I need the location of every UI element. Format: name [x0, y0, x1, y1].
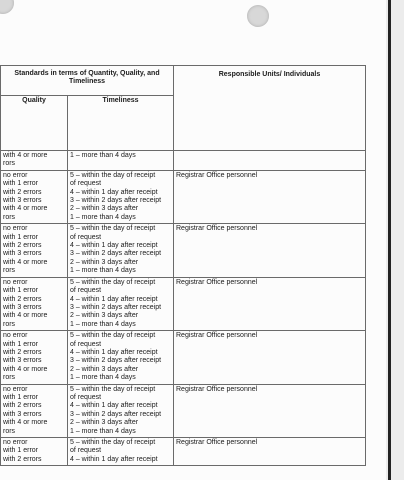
- timeliness-cell: [68, 438, 174, 466]
- quality-line: with 2 errors: [3, 188, 42, 196]
- page-edge: [386, 0, 404, 480]
- timeliness-line: 4 – within 1 day after receipt: [70, 188, 158, 196]
- timeliness-line: 3 – within 2 days after receipt: [70, 250, 162, 258]
- quality-line: with 4 or more: [3, 258, 48, 266]
- quality-cell: [1, 224, 68, 277]
- quality-line: no error: [3, 225, 28, 233]
- timeliness-line: 1 – more than 4 days: [70, 213, 136, 221]
- table-row: [1, 170, 366, 223]
- quality-line: with 2 errors: [3, 295, 42, 303]
- timeliness-line: 2 – within 3 days after: [70, 419, 139, 427]
- table-row: [1, 277, 366, 330]
- timeliness-cell: [68, 384, 174, 437]
- timeliness-line: 5 – within the day of receipt: [70, 385, 156, 393]
- quality-line: rors: [3, 160, 16, 168]
- timeliness-line: 4 – within 1 day after receipt: [70, 402, 158, 410]
- quality-line: with 1 error: [3, 233, 39, 241]
- timeliness-line: 1 – more than 4 days: [70, 427, 136, 435]
- timeliness-line: of request: [70, 393, 102, 401]
- quality-line: with 2 errors: [3, 402, 42, 410]
- responsible-cell: Registrar Office personnel: [174, 438, 366, 466]
- timeliness-line: 2 – within 3 days after: [70, 312, 139, 320]
- timeliness-cell: [68, 151, 174, 171]
- quality-line: no error: [3, 385, 28, 393]
- quality-line: with 4 or more: [3, 205, 48, 213]
- quality-line: no error: [3, 439, 28, 446]
- quality-header: Quality: [1, 96, 68, 151]
- responsible-cell: Registrar Office personnel: [174, 384, 366, 437]
- binding-bar: [388, 0, 391, 480]
- quality-line: with 4 or more: [3, 312, 48, 320]
- timeliness-line: 1 – more than 4 days: [70, 152, 136, 159]
- timeliness-line: 2 – within 3 days after: [70, 365, 139, 373]
- timeliness-line: of request: [70, 447, 102, 455]
- quality-line: rors: [3, 267, 16, 275]
- timeliness-cell: [68, 224, 174, 277]
- quality-cell: [1, 331, 68, 384]
- table-row: [1, 331, 366, 384]
- quality-cell: [1, 170, 68, 223]
- table-row: [1, 224, 366, 277]
- responsible-cell: Registrar Office personnel: [174, 331, 366, 384]
- quality-cell: [1, 438, 68, 466]
- responsible-cell: Registrar Office personnel: [174, 170, 366, 223]
- quality-line: with 4 or more: [3, 152, 48, 159]
- timeliness-line: 4 – within 1 day after receipt: [70, 295, 158, 303]
- timeliness-line: 4 – within 1 day after receipt: [70, 348, 158, 356]
- timeliness-line: 1 – more than 4 days: [70, 374, 136, 382]
- timeliness-line: 4 – within 1 day after receipt: [70, 455, 158, 463]
- responsible-header: Responsible Units/ Individuals: [174, 66, 366, 151]
- quality-cell: [1, 277, 68, 330]
- responsible-cell: [174, 151, 366, 171]
- quality-line: rors: [3, 320, 16, 328]
- timeliness-line: 3 – within 2 days after receipt: [70, 197, 162, 205]
- quality-line: with 4 or more: [3, 419, 48, 427]
- responsible-cell: Registrar Office personnel: [174, 277, 366, 330]
- table-row: [1, 151, 366, 171]
- quality-line: no error: [3, 332, 28, 340]
- timeliness-header: Timeliness: [68, 96, 174, 151]
- quality-line: with 1 error: [3, 447, 39, 455]
- timeliness-line: 1 – more than 4 days: [70, 320, 136, 328]
- quality-line: with 2 errors: [3, 242, 42, 250]
- punch-hole: [247, 5, 269, 27]
- quality-line: rors: [3, 427, 16, 435]
- quality-line: with 1 error: [3, 287, 39, 295]
- quality-line: with 1 error: [3, 180, 39, 188]
- timeliness-line: 3 – within 2 days after receipt: [70, 303, 162, 311]
- standards-header: Standards in terms of Quantity, Quality, and Timeliness: [1, 66, 174, 96]
- quality-line: rors: [3, 213, 16, 221]
- timeliness-line: 3 – within 2 days after receipt: [70, 357, 162, 365]
- quality-line: with 3 errors: [3, 197, 42, 205]
- table-row: [1, 438, 366, 466]
- quality-line: with 1 error: [3, 340, 39, 348]
- timeliness-line: 5 – within the day of receipt: [70, 332, 156, 340]
- quality-line: no error: [3, 171, 28, 179]
- quality-line: with 3 errors: [3, 250, 42, 258]
- punch-hole: [0, 0, 14, 14]
- timeliness-line: of request: [70, 233, 102, 241]
- quality-line: with 3 errors: [3, 357, 42, 365]
- quality-line: with 4 or more: [3, 365, 48, 373]
- quality-line: with 1 error: [3, 393, 39, 401]
- timeliness-line: 2 – within 3 days after: [70, 205, 139, 213]
- timeliness-line: 5 – within the day of receipt: [70, 225, 156, 233]
- timeliness-line: of request: [70, 287, 102, 295]
- quality-line: with 3 errors: [3, 410, 42, 418]
- table-row: [1, 384, 366, 437]
- quality-cell: [1, 384, 68, 437]
- responsible-cell: Registrar Office personnel: [174, 224, 366, 277]
- timeliness-line: 5 – within the day of receipt: [70, 171, 156, 179]
- quality-line: with 3 errors: [3, 303, 42, 311]
- quality-cell: [1, 151, 68, 171]
- timeliness-line: 3 – within 2 days after receipt: [70, 410, 162, 418]
- quality-line: no error: [3, 278, 28, 286]
- timeliness-line: of request: [70, 180, 102, 188]
- timeliness-cell: [68, 331, 174, 384]
- timeliness-cell: [68, 170, 174, 223]
- timeliness-line: of request: [70, 340, 102, 348]
- timeliness-line: 4 – within 1 day after receipt: [70, 242, 158, 250]
- standards-table: [0, 65, 366, 466]
- timeliness-line: 5 – within the day of receipt: [70, 278, 156, 286]
- quality-line: with 2 errors: [3, 455, 42, 463]
- quality-line: rors: [3, 374, 16, 382]
- timeliness-line: 5 – within the day of receipt: [70, 439, 156, 446]
- timeliness-line: 1 – more than 4 days: [70, 267, 136, 275]
- timeliness-cell: [68, 277, 174, 330]
- quality-line: with 2 errors: [3, 348, 42, 356]
- timeliness-line: 2 – within 3 days after: [70, 258, 139, 266]
